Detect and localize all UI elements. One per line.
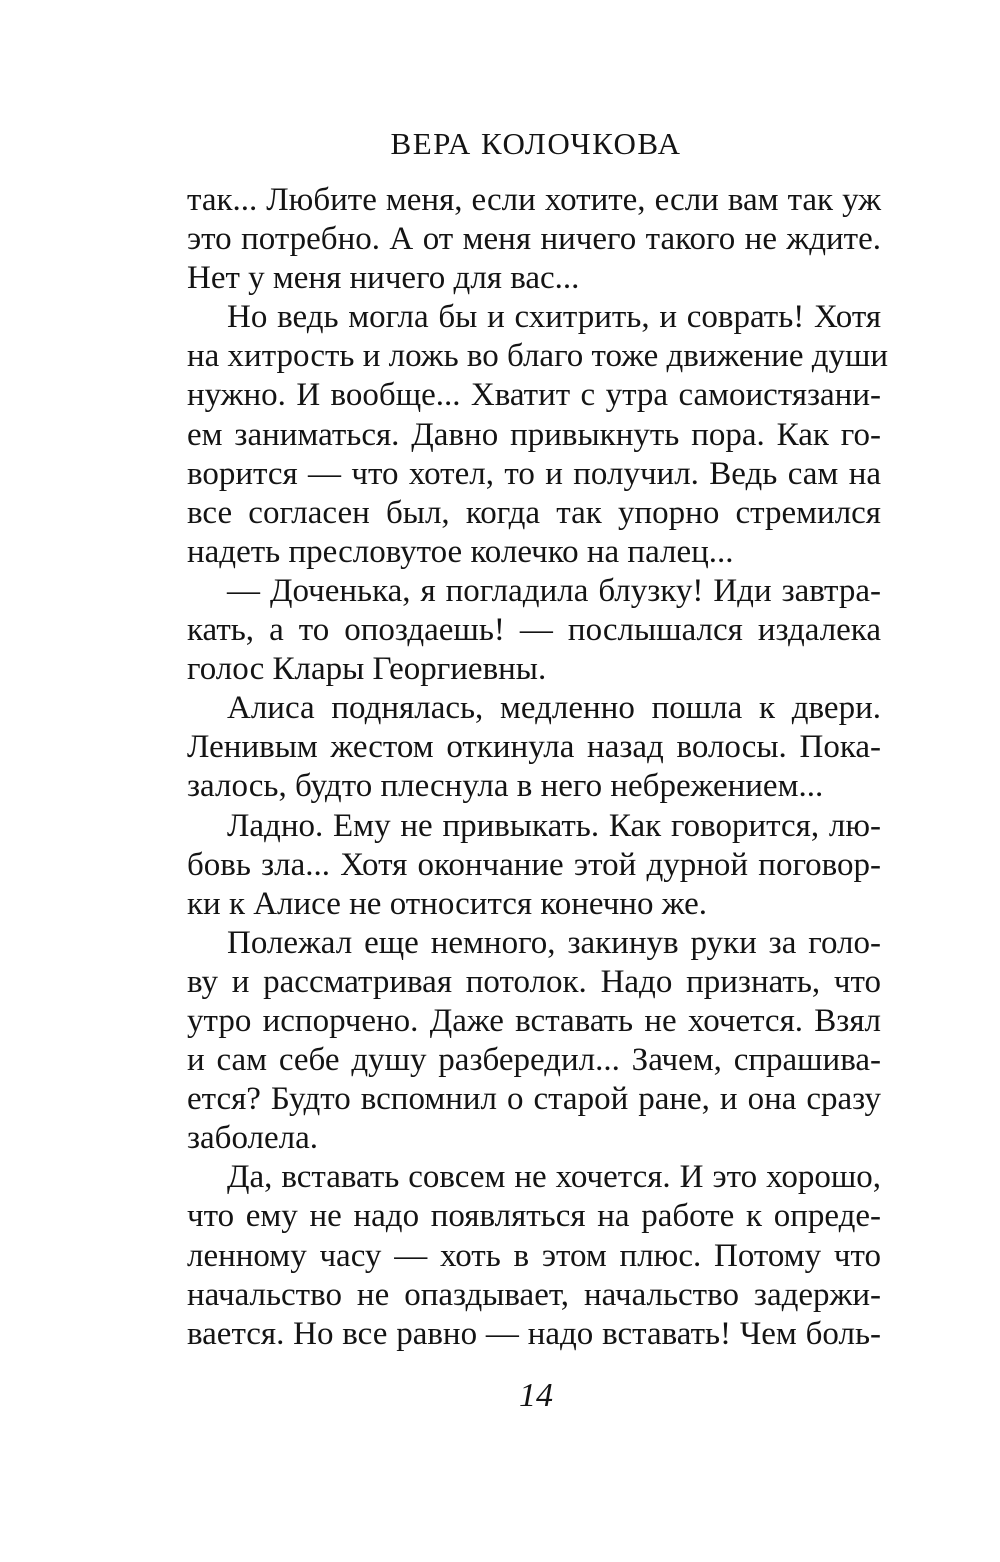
text-line: и сам себе душу разбередил... Зачем, спрашива- xyxy=(187,1042,881,1079)
text-line: ки к Алисе не относится конечно же. xyxy=(187,885,707,922)
text-line: Ладно. Ему не привыкать. Как говорится, лю- xyxy=(227,807,881,844)
text-line: вается. Но все равно — надо вставать! Чем боль- xyxy=(187,1315,881,1352)
text-line: ву и рассматривая потолок. Надо признать, что xyxy=(187,963,881,1000)
text-line: все согласен был, когда так упорно стремился xyxy=(187,494,881,531)
text-line: голос Клары Георгиевны. xyxy=(187,651,547,688)
text-line: Нет у меня ничего для вас... xyxy=(187,260,580,297)
text-line: Но ведь могла бы и схитрить, и соврать! Хотя xyxy=(227,299,881,336)
text-line: так... Любите меня, если хотите, если вам так уж xyxy=(187,182,881,218)
text-line: нужно. И вообще... Хватит с утра самоистязани- xyxy=(187,377,881,414)
text-line: заболела. xyxy=(187,1120,319,1157)
text-line: ленному часу — хоть в этом плюс. Потому что xyxy=(187,1237,881,1274)
text-line: начальство не опаздывает, начальство задержи- xyxy=(187,1276,881,1313)
text-line: Да, вставать совсем не хочется. И это хорошо, xyxy=(227,1159,881,1196)
text-line: надеть пресловутое колечко на палец... xyxy=(187,533,734,570)
text-line: кать, а то опоздаешь! — послышался издалека xyxy=(187,612,881,649)
text-line: ется? Будто вспомнил о старой ране, и она сразу xyxy=(187,1081,881,1118)
text-line: бовь зла... Хотя окончание этой дурной поговор- xyxy=(187,846,881,883)
text-line: что ему не надо появляться на работе к опреде- xyxy=(187,1198,881,1235)
text-line: утро испорчено. Даже вставать не хочется. Взял xyxy=(187,1002,881,1039)
running-header: ВЕРА КОЛОЧКОВА xyxy=(390,126,682,161)
text-line: Полежал еще немного, закинув руки за голо- xyxy=(227,924,881,961)
text-line: это потребно. А от меня ничего такого не ждите. xyxy=(187,221,881,258)
text-line: Алиса поднялась, медленно пошла к двери. xyxy=(227,690,881,727)
text-line: залось, будто плеснула в него небрежением... xyxy=(187,768,824,805)
page-number: 14 xyxy=(519,1377,553,1414)
body-text xyxy=(187,181,889,1354)
text-line: — Доченька, я погладила блузку! Иди завтра- xyxy=(227,572,881,609)
text-line: ем заниматься. Давно привыкнуть пора. Как го- xyxy=(187,416,881,453)
text-line: на хитрость и ложь во благо тоже движение души xyxy=(187,338,889,375)
text-line: Ленивым жестом откинула назад волосы. Пока- xyxy=(187,729,881,766)
text-line: ворится — что хотел, то и получил. Ведь сам на xyxy=(187,455,881,492)
